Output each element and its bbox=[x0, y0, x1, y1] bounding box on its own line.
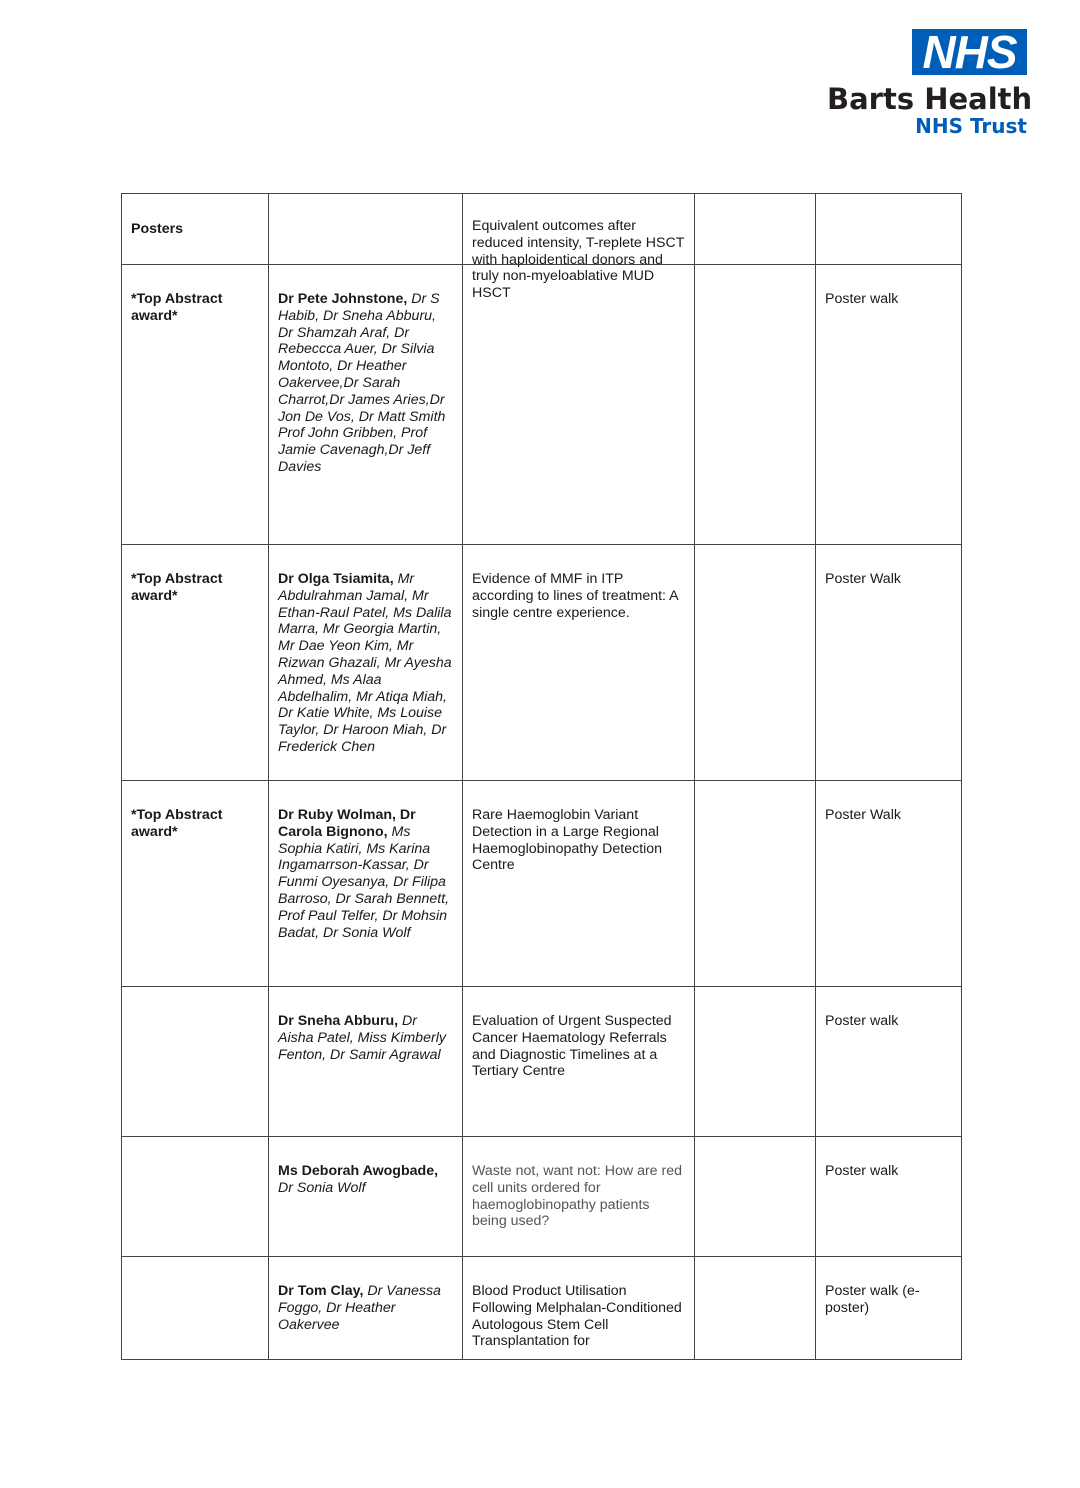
abstract-title: Waste not, want not: How are red cell units ordered for haemoglobinopathy patients being used? bbox=[472, 1163, 683, 1230]
award-cell: *Top Abstract award* bbox=[122, 545, 269, 781]
award-cell bbox=[122, 1137, 269, 1257]
authors-cell bbox=[269, 1257, 463, 1360]
abstract-title: Evaluation of Urgent Suspected Cancer Haematology Referrals and Diagnostic Timelines at a Tertiary Centre bbox=[472, 1013, 672, 1080]
authors-cell bbox=[269, 987, 463, 1137]
authors-cell bbox=[269, 1137, 463, 1257]
lead-author: Dr Ruby Wolman, Dr Carola Bignono, bbox=[278, 807, 416, 840]
award-cell bbox=[122, 987, 269, 1137]
nhs-logo bbox=[827, 26, 1033, 138]
award-cell bbox=[122, 1257, 269, 1360]
header-cell-section: Posters bbox=[122, 194, 269, 265]
presentation-format-cell: Poster walk bbox=[816, 1137, 962, 1257]
organisation-subtitle: NHS Trust bbox=[915, 114, 1027, 138]
empty-cell bbox=[695, 545, 816, 781]
header-cell bbox=[269, 194, 463, 265]
award-cell: *Top Abstract award* bbox=[122, 265, 269, 545]
empty-cell bbox=[695, 1137, 816, 1257]
abstract-title: Equivalent outcomes after reduced intensity, T-replete HSCT with haploidentical donors and truly non-myeloablative MUD HSCT bbox=[472, 218, 685, 302]
lead-author: Dr Pete Johnstone, bbox=[278, 291, 408, 307]
lead-author: Dr Olga Tsiamita, bbox=[278, 571, 394, 587]
table-row bbox=[122, 987, 962, 1137]
table-row bbox=[122, 781, 962, 987]
abstract-title-cell bbox=[463, 987, 695, 1137]
lead-author: Dr Sneha Abburu, bbox=[278, 1013, 399, 1029]
empty-cell bbox=[695, 781, 816, 987]
empty-cell bbox=[695, 265, 816, 545]
presentation-format-cell: Poster Walk bbox=[816, 781, 962, 987]
co-authors: Mr Abdulrahman Jamal, Mr Ethan-Raul Patel, Ms Dalila Marra, Mr Georgia Martin, Mr Dae Yeon Kim, Mr Rizwan Ghazali, Mr Ayesha Ahmed, Ms Alaa Abdelhalim, Mr Atiqa Miah, Dr Katie White, Ms Louise Taylor, Dr Haroon Miah, Dr Frederick Chen bbox=[278, 571, 452, 755]
lead-author: Dr Tom Clay, bbox=[278, 1283, 364, 1299]
table-row bbox=[122, 1137, 962, 1257]
header-cell bbox=[695, 194, 816, 265]
co-authors: Dr Vanessa Foggo, Dr Heather Oakervee bbox=[278, 1283, 441, 1333]
abstract-title-cell bbox=[463, 781, 695, 987]
abstract-title: Blood Product Utilisation Following Melphalan-Conditioned Autologous Stem Cell Transplantation for bbox=[472, 1283, 682, 1350]
co-authors: Dr Aisha Patel, Miss Kimberly Fenton, Dr Samir Agrawal bbox=[278, 1013, 446, 1063]
co-authors: Dr S Habib, Dr Sneha Abburu, Dr Shamzah Araf, Dr Rebeccca Auer, Dr Silvia Montoto, Dr Heather Oakervee,Dr Sarah Charrot,Dr James Aries,Dr Jon De Vos, Dr Matt Smith Prof John Gribben, Prof Jamie Cavenagh,Dr Jeff Davies bbox=[278, 291, 446, 475]
presentation-format-cell: Poster walk bbox=[816, 987, 962, 1137]
presentation-format-cell: Poster Walk bbox=[816, 545, 962, 781]
header-cell bbox=[816, 194, 962, 265]
presentation-format-cell: Poster walk (e-poster) bbox=[816, 1257, 962, 1360]
authors-cell bbox=[269, 545, 463, 781]
table-row bbox=[122, 545, 962, 781]
co-authors: Ms Sophia Katiri, Ms Karina Ingamarrson-Kassar, Dr Funmi Oyesanya, Dr Filipa Barroso, Dr Sarah Bennett, Prof Paul Telfer, Dr Mohsin Badat, Dr Sonia Wolf bbox=[278, 823, 450, 941]
table-row bbox=[122, 1257, 962, 1360]
abstract-title-cell bbox=[463, 545, 695, 781]
presentation-format-cell: Poster walk bbox=[816, 265, 962, 545]
nhs-logo-mark: NHS bbox=[912, 29, 1027, 75]
authors-cell bbox=[269, 781, 463, 987]
co-authors: Dr Sonia Wolf bbox=[278, 1179, 366, 1196]
award-cell: *Top Abstract award* bbox=[122, 781, 269, 987]
authors-cell bbox=[269, 265, 463, 545]
abstract-title-cell bbox=[463, 218, 695, 545]
table-row bbox=[122, 265, 962, 545]
posters-table bbox=[121, 193, 962, 1360]
abstract-title-cell bbox=[463, 1137, 695, 1257]
empty-cell bbox=[695, 1257, 816, 1360]
abstract-title: Evidence of MMF in ITP according to lines of treatment: A single centre experience. bbox=[472, 571, 678, 621]
organisation-name: Barts Health bbox=[827, 82, 1033, 116]
abstract-title: Rare Haemoglobin Variant Detection in a Large Regional Haemoglobinopathy Detection Centre bbox=[472, 807, 663, 874]
empty-cell bbox=[695, 987, 816, 1137]
abstract-title-cell bbox=[463, 1257, 695, 1360]
lead-author: Ms Deborah Awogbade, bbox=[278, 1163, 439, 1179]
